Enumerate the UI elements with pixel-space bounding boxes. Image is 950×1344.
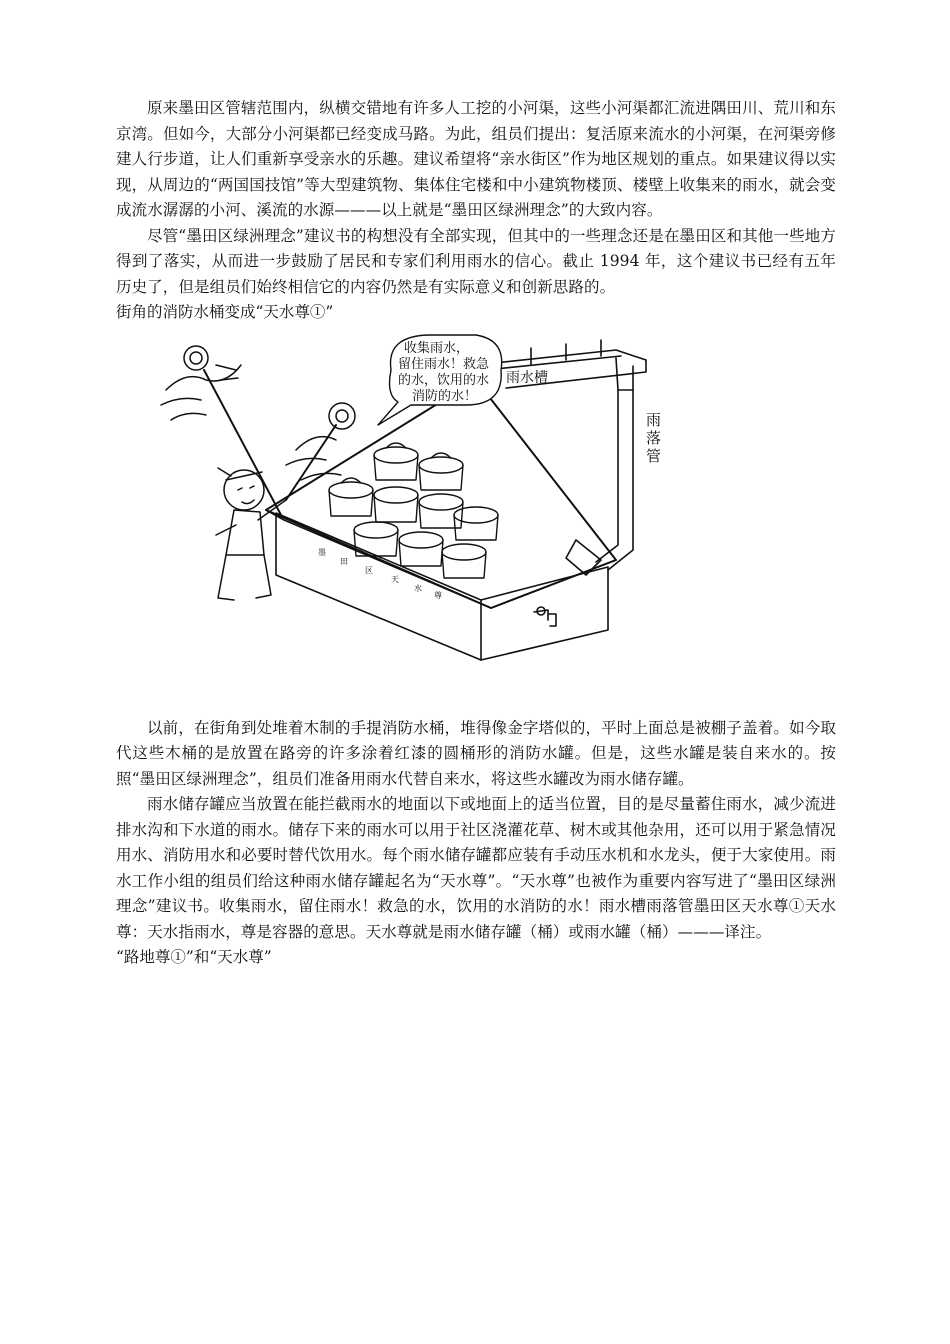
bubble-line-2: 留住雨水！救急 bbox=[398, 356, 490, 372]
bubble-line-4: 消防的水！ bbox=[412, 388, 478, 404]
speech-bubble-drawing bbox=[378, 335, 502, 425]
person-drawing bbox=[161, 346, 355, 600]
downpipe-label bbox=[646, 411, 661, 465]
rainwater-tank-illustration bbox=[116, 330, 836, 710]
illustration-svg bbox=[146, 330, 766, 710]
paragraph-2: 尽管“墨田区绿洲理念”建议书的构想没有全部实现，但其中的一些理念还是在墨田区和其他一些地方得到了落实，从而进一步鼓励了居民和专家们利用雨水的信心。截止 1994 年，这个建议书已经有五年历史了，但是组员们始终相信它的内容仍然是有实际意义和创新思路的。 bbox=[116, 226, 836, 296]
downpipe-label-char-3: 管 bbox=[646, 446, 662, 465]
bubble-line-3: 的水，饮用的水 bbox=[398, 372, 490, 388]
paragraph-1: 原来墨田区管辖范围内，纵横交错地有许多人工挖的小河渠，这些小河渠都汇流进隅田川、荒川和东京湾。但如今，大部分小河渠都已经变成马路。为此，组员们提出：复活原来流水的小河渠，在河渠旁修建人行步道，让人们重新享受亲水的乐趣。建议希望将“亲水街区”作为地区规划的重点。如果建议得以实现，从周边的“两国国技馆”等大型建筑物、集体住宅楼和中小建筑物楼顶、楼壁上收集来的雨水，就会变成流水潺潺的小河、溪流的水源———以上就是“墨田区绿洲理念”的大致内容。 bbox=[116, 99, 836, 219]
downpipe-drawing bbox=[566, 390, 633, 575]
tank-label-char-2: 田 bbox=[340, 556, 348, 566]
downpipe-label-char-1: 雨 bbox=[646, 410, 662, 429]
tank-label-char-4: 天 bbox=[391, 574, 399, 584]
tank-label-char-6: 尊 bbox=[434, 590, 442, 600]
tank-label-char-3: 区 bbox=[365, 565, 373, 575]
document-page bbox=[116, 96, 836, 971]
figure-caption: 街角的消防水桶变成“天水尊①” bbox=[116, 303, 334, 321]
bubble-line-1: 收集雨水， bbox=[404, 340, 470, 356]
section-heading: “路地尊①”和“天水尊” bbox=[116, 948, 272, 966]
tank-label-char-1: 墨 bbox=[318, 547, 326, 557]
paragraph-3: 以前，在街角到处堆着木制的手提消防水桶，堆得像金字塔似的，平时上面总是被棚子盖着。如今取代这些木桶的是放置在路旁的许多涂着红漆的圆桶形的消防水罐。但是，这些水罐是装自来水的。按照“墨田区绿洲理念”，组员们准备用雨水代替自来水，将这些水罐改为雨水储存罐。 bbox=[116, 718, 836, 788]
downpipe-label-char-2: 落 bbox=[646, 428, 662, 447]
tank-label-char-5: 水 bbox=[414, 583, 422, 593]
tank-drawing bbox=[266, 380, 616, 660]
tank-label bbox=[318, 547, 442, 600]
bucket-stack-drawing bbox=[329, 443, 498, 578]
paragraph-4: 雨水储存罐应当放置在能拦截雨水的地面以下或地面上的适当位置，目的是尽量蓄住雨水，减少流进排水沟和下水道的雨水。储存下来的雨水可以用于社区浇灌花草、树木或其他杂用，还可以用于紧急情况用水、消防用水和必要时替代饮用水。每个雨水储存罐都应装有手动压水机和水龙头，便于大家使用。雨水工作小组的组员们给这种雨水储存罐起名为“天水尊”。“天水尊”也被作为重要内容写进了“墨田区绿洲理念”建议书。收集雨水，留住雨水！救急的水，饮用的水消防的水！雨水槽雨落管墨田区天水尊①天水尊：天水指雨水，尊是容器的意思。天水尊就是雨水储存罐（桶）或雨水罐（桶）———译注。 bbox=[116, 795, 836, 941]
gutter-label: 雨水槽 bbox=[506, 369, 548, 386]
